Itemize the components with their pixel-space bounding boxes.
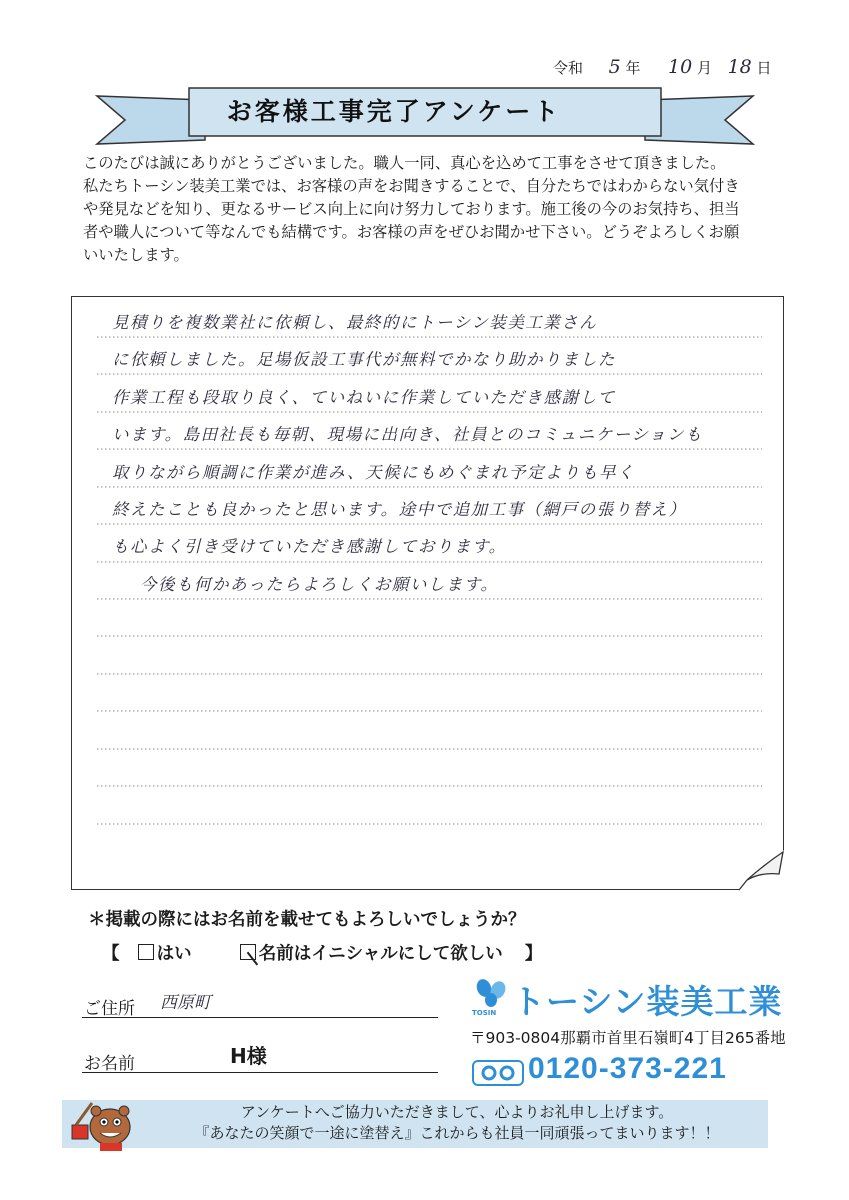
close-bracket: 】 <box>524 944 543 964</box>
date-year-value: 5 <box>608 56 621 78</box>
intro-line: 私たちトーシン装美工業では、お客様の声をお聞きすることで、自分たちではわからない気付き <box>83 177 740 195</box>
handwritten-comment <box>112 304 772 603</box>
date-month-value: 10 <box>668 56 693 78</box>
initial-label: 名前はイニシャルにして欲しい <box>258 944 503 964</box>
date-era: 令和 <box>553 59 584 77</box>
footer-line: 『あなたの笑顔で一途に塗替え』これからも社員一同頑張ってまいります！！ <box>194 1124 720 1142</box>
survey-date <box>553 56 772 78</box>
comment-line: 作業工程も段取り良く、ていねいに作業していただき感謝して <box>112 387 616 407</box>
page-curl-icon <box>735 850 785 892</box>
logo-text: TOSIN <box>472 1009 497 1017</box>
name-underline <box>82 1072 438 1073</box>
yes-checkbox[interactable] <box>138 944 154 960</box>
name-value: H様 <box>230 1044 267 1068</box>
publish-options <box>102 940 542 965</box>
date-day-value: 18 <box>727 56 752 78</box>
intro-line: 者や職人について等なんでも結構です。お客様の声をぜひお聞かせ下さい。どうぞよろしくお願 <box>83 223 740 241</box>
footer-message <box>147 1102 767 1144</box>
comment-line: 取りながら順調に作業が進み、天候にもめぐまれ予定よりも早く <box>112 462 635 482</box>
logo-icon <box>472 978 512 1010</box>
page-title: お客様工事完了アンケート <box>226 97 562 126</box>
publish-question: ＊掲載の際にはお名前を載せてもよろしいでしょうか？ <box>88 910 526 930</box>
name-label: お名前 <box>84 1054 135 1074</box>
comment-line: に依頼しました。足場仮設工事代が無料でかなり助かりました <box>112 350 616 370</box>
date-year-unit: 年 <box>625 59 641 77</box>
date-day-unit: 日 <box>756 59 772 77</box>
address-label: ご住所 <box>84 999 135 1019</box>
company-name: トーシン装美工業 <box>512 982 783 1021</box>
date-month-unit: 月 <box>697 59 713 77</box>
address-underline <box>82 1017 438 1018</box>
comment-line: います。島田社長も毎朝、現場に出向き、社員とのコミュニケーションも <box>112 425 704 445</box>
footer-line: アンケートへご協力いただきまして、心よりお礼申し上げます。 <box>240 1103 674 1121</box>
comment-line: 今後も何かあったらよろしくお願いします。 <box>140 574 499 594</box>
comment-line: 見積りを複数業社に依頼し、最終的にトーシン装美工業さん <box>112 313 598 332</box>
comment-line: も心よく引き受けていただき感謝しております。 <box>112 537 507 557</box>
intro-line: このたびは誠にありがとうございました。職人一同、真心を込めて工事をさせて頂きました。 <box>83 154 726 172</box>
intro-text <box>83 152 773 267</box>
mascot-illustration <box>66 1095 144 1151</box>
phone-number[interactable]: 0120-373-221 <box>528 1052 727 1085</box>
address-value: 西原町 <box>160 993 211 1013</box>
freedial-icon <box>472 1060 524 1086</box>
company-address: 〒903-0804那覇市首里石嶺町4丁目265番地 <box>470 1029 786 1047</box>
intro-line: や発見などを知り、更なるサービス向上に向け努力しております。施工後の今のお気持ち、担当 <box>83 200 740 218</box>
initial-checkbox[interactable] <box>240 944 256 960</box>
intro-line: いいたします。 <box>83 246 189 264</box>
comment-line: 終えたことも良かったと思います。途中で追加工事（網戸の張り替え） <box>112 499 687 519</box>
open-bracket: 【 <box>102 944 120 964</box>
yes-label: はい <box>156 944 192 964</box>
